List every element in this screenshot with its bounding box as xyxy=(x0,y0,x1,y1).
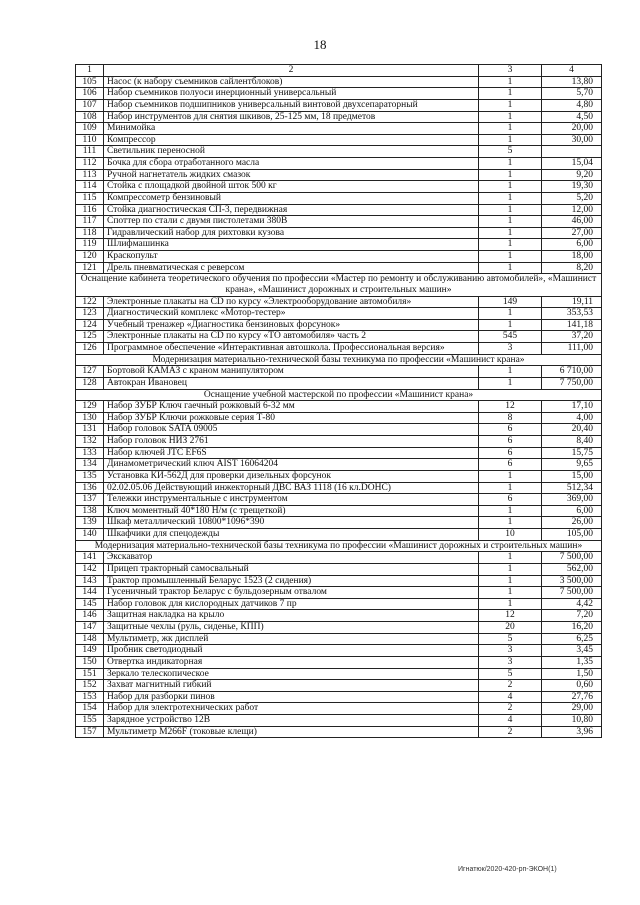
table-row xyxy=(76,645,602,657)
item-quantity: 5 xyxy=(479,668,542,680)
table-row xyxy=(76,598,602,610)
item-price xyxy=(542,146,602,158)
row-number: 133 xyxy=(76,447,104,459)
item-quantity: 1 xyxy=(479,111,542,123)
table-row xyxy=(76,633,602,645)
item-quantity: 1 xyxy=(479,204,542,216)
table-row xyxy=(76,296,602,308)
table-row xyxy=(76,715,602,727)
row-number: 122 xyxy=(76,296,104,308)
section-title: Модернизация материально-технической базы техникума по профессии «Машинист дорожных и строительных машин» xyxy=(76,540,602,552)
item-price: 15,00 xyxy=(542,470,602,482)
item-quantity: 1 xyxy=(479,181,542,193)
table-row xyxy=(76,691,602,703)
item-price: 17,10 xyxy=(542,401,602,413)
item-price: 111,00 xyxy=(542,343,602,355)
row-number: 107 xyxy=(76,99,104,111)
table-row xyxy=(76,656,602,668)
item-name: Электронные плакаты на CD по курсу «Электрооборудование автомобиля» xyxy=(104,296,479,308)
item-name: Набор головок SATA 09005 xyxy=(104,424,479,436)
item-name: Динамометрический ключ AIST 16064204 xyxy=(104,459,479,471)
item-quantity: 4 xyxy=(479,691,542,703)
item-quantity: 1 xyxy=(479,575,542,587)
item-quantity: 6 xyxy=(479,424,542,436)
row-number: 146 xyxy=(76,610,104,622)
item-price: 29,00 xyxy=(542,703,602,715)
item-name: Тележки инструментальные с инструментом xyxy=(104,494,479,506)
item-price: 15,04 xyxy=(542,158,602,170)
table-row xyxy=(76,227,602,239)
table-row xyxy=(76,447,602,459)
item-name: Минимойка xyxy=(104,123,479,135)
item-price: 19,30 xyxy=(542,181,602,193)
item-quantity: 12 xyxy=(479,610,542,622)
item-quantity: 545 xyxy=(479,331,542,343)
item-quantity: 3 xyxy=(479,645,542,657)
item-price: 6,00 xyxy=(542,505,602,517)
table-row xyxy=(76,436,602,448)
row-number: 116 xyxy=(76,204,104,216)
row-number: 120 xyxy=(76,251,104,263)
item-name: Защитные чехлы (руль, сиденье, КПП) xyxy=(104,622,479,634)
item-price: 20,40 xyxy=(542,424,602,436)
item-name: Прицеп тракторный самосвальный xyxy=(104,563,479,575)
item-quantity: 3 xyxy=(479,656,542,668)
table-row xyxy=(76,99,602,111)
item-name: Гидравлический набор для рихтовки кузова xyxy=(104,227,479,239)
item-quantity: 12 xyxy=(479,401,542,413)
item-quantity: 1 xyxy=(479,134,542,146)
item-quantity: 5 xyxy=(479,146,542,158)
table-row xyxy=(76,703,602,715)
item-quantity: 1 xyxy=(479,169,542,181)
item-name: Диагностический комплекс «Мотор-тестер» xyxy=(104,308,479,320)
item-name: Мультиметр M266F (токовые клещи) xyxy=(104,726,479,738)
table-row xyxy=(76,262,602,274)
section-title: Оснащение кабинета теоретического обучения по профессии «Мастер по ремонту и обслуживанию автомобилей», «Машинист крана», «Машинист дорожных и строительных машин» xyxy=(76,274,602,296)
item-price: 18,00 xyxy=(542,251,602,263)
table-header-row xyxy=(76,65,602,77)
row-number: 141 xyxy=(76,552,104,564)
table-row xyxy=(76,146,602,158)
item-price: 4,42 xyxy=(542,598,602,610)
item-quantity: 1 xyxy=(479,598,542,610)
item-quantity: 1 xyxy=(479,482,542,494)
item-name: Насос (к набору съемников сайлентблоков) xyxy=(104,76,479,88)
row-number: 109 xyxy=(76,123,104,135)
table-row xyxy=(76,123,602,135)
item-price: 562,00 xyxy=(542,563,602,575)
item-price: 30,00 xyxy=(542,134,602,146)
document-footer-code: Игнатюк/2020-420-рп-ЭКОН(1) xyxy=(458,866,557,873)
item-name: Автокран Ивановец xyxy=(104,377,479,389)
table-row xyxy=(76,111,602,123)
item-quantity: 6 xyxy=(479,436,542,448)
item-price: 26,00 xyxy=(542,517,602,529)
item-name: Отвертка индикаторная xyxy=(104,656,479,668)
table-row xyxy=(76,610,602,622)
item-name: Установка КИ-562Д для проверки дизельных форсунок xyxy=(104,470,479,482)
table-row xyxy=(76,622,602,634)
item-price: 7 750,00 xyxy=(542,377,602,389)
table-row xyxy=(76,726,602,738)
row-number: 152 xyxy=(76,680,104,692)
item-name: 02.02.05.06 Действующий инжекторный ДВС ВАЗ 1118 (16 кл.DOHC) xyxy=(104,482,479,494)
row-number: 134 xyxy=(76,459,104,471)
item-name: Набор ЗУБР Ключи рожковые серия Т-80 xyxy=(104,412,479,424)
row-number: 112 xyxy=(76,158,104,170)
item-quantity: 1 xyxy=(479,76,542,88)
table-row xyxy=(76,331,602,343)
item-name: Набор съемников подшипников универсальный винтовой двухсепараторный xyxy=(104,99,479,111)
item-quantity: 5 xyxy=(479,633,542,645)
item-quantity: 1 xyxy=(479,505,542,517)
row-number: 106 xyxy=(76,88,104,100)
row-number: 154 xyxy=(76,703,104,715)
table-row xyxy=(76,680,602,692)
row-number: 140 xyxy=(76,529,104,541)
item-price: 9,65 xyxy=(542,459,602,471)
item-price: 5,70 xyxy=(542,88,602,100)
item-quantity: 6 xyxy=(479,447,542,459)
row-number: 155 xyxy=(76,715,104,727)
table-row xyxy=(76,319,602,331)
item-price: 4,00 xyxy=(542,412,602,424)
item-price: 8,40 xyxy=(542,436,602,448)
row-number: 114 xyxy=(76,181,104,193)
row-number: 137 xyxy=(76,494,104,506)
item-price: 37,20 xyxy=(542,331,602,343)
item-name: Набор головок НИЗ 2761 xyxy=(104,436,479,448)
item-quantity: 1 xyxy=(479,563,542,575)
table-row xyxy=(76,181,602,193)
row-number: 139 xyxy=(76,517,104,529)
table-row xyxy=(76,494,602,506)
row-number: 135 xyxy=(76,470,104,482)
row-number: 131 xyxy=(76,424,104,436)
row-number: 132 xyxy=(76,436,104,448)
item-name: Набор съемников полуоси инерционный универсальный xyxy=(104,88,479,100)
item-price: 4,80 xyxy=(542,99,602,111)
row-number: 129 xyxy=(76,401,104,413)
table-row xyxy=(76,134,602,146)
item-price: 105,00 xyxy=(542,529,602,541)
section-row xyxy=(76,389,602,401)
row-number: 144 xyxy=(76,587,104,599)
item-quantity: 1 xyxy=(479,123,542,135)
table-row xyxy=(76,412,602,424)
item-name: Светильник переносной xyxy=(104,146,479,158)
row-number: 142 xyxy=(76,563,104,575)
item-quantity: 6 xyxy=(479,494,542,506)
table-row xyxy=(76,158,602,170)
item-price: 369,00 xyxy=(542,494,602,506)
item-price: 0,60 xyxy=(542,680,602,692)
item-name: Набор для электротехнических работ xyxy=(104,703,479,715)
item-name: Учебный тренажер «Диагностика бензиновых форсунок» xyxy=(104,319,479,331)
item-name: Бортовой КАМАЗ с краном манипулятором xyxy=(104,366,479,378)
item-quantity: 1 xyxy=(479,192,542,204)
item-quantity: 2 xyxy=(479,703,542,715)
header-col-3: 3 xyxy=(479,65,542,77)
item-quantity: 1 xyxy=(479,239,542,251)
item-name: Шлифмашинка xyxy=(104,239,479,251)
item-quantity: 10 xyxy=(479,529,542,541)
header-col-4: 4 xyxy=(542,65,602,77)
table-row xyxy=(76,169,602,181)
table-row xyxy=(76,239,602,251)
equipment-table xyxy=(75,64,602,738)
item-quantity: 1 xyxy=(479,319,542,331)
row-number: 147 xyxy=(76,622,104,634)
table-row xyxy=(76,517,602,529)
item-quantity: 149 xyxy=(479,296,542,308)
row-number: 151 xyxy=(76,668,104,680)
item-price: 7 500,00 xyxy=(542,587,602,599)
item-price: 512,34 xyxy=(542,482,602,494)
item-price: 3,96 xyxy=(542,726,602,738)
item-price: 7,20 xyxy=(542,610,602,622)
item-quantity: 1 xyxy=(479,158,542,170)
row-number: 105 xyxy=(76,76,104,88)
item-quantity: 4 xyxy=(479,715,542,727)
item-price: 3,45 xyxy=(542,645,602,657)
item-price: 3 500,00 xyxy=(542,575,602,587)
item-quantity: 20 xyxy=(479,622,542,634)
row-number: 126 xyxy=(76,343,104,355)
table-row xyxy=(76,204,602,216)
table-row xyxy=(76,668,602,680)
table-row xyxy=(76,505,602,517)
item-quantity: 2 xyxy=(479,680,542,692)
item-price: 20,00 xyxy=(542,123,602,135)
item-quantity: 1 xyxy=(479,99,542,111)
item-name: Защитная накладка на крыло xyxy=(104,610,479,622)
section-title: Оснащение учебной мастерской по профессии «Машинист крана» xyxy=(76,389,602,401)
row-number: 118 xyxy=(76,227,104,239)
item-price: 27,00 xyxy=(542,227,602,239)
item-name: Шкаф металлический 10800*1096*390 xyxy=(104,517,479,529)
row-number: 148 xyxy=(76,633,104,645)
item-quantity: 1 xyxy=(479,227,542,239)
item-price: 19,11 xyxy=(542,296,602,308)
item-price: 7 500,00 xyxy=(542,552,602,564)
table-row xyxy=(76,401,602,413)
item-quantity: 2 xyxy=(479,726,542,738)
table-row xyxy=(76,192,602,204)
row-number: 136 xyxy=(76,482,104,494)
item-quantity: 6 xyxy=(479,459,542,471)
item-price: 15,75 xyxy=(542,447,602,459)
item-price: 4,50 xyxy=(542,111,602,123)
item-name: Трактор промышленный Беларус 1523 (2 сидения) xyxy=(104,575,479,587)
table-row xyxy=(76,216,602,228)
row-number: 121 xyxy=(76,262,104,274)
table-row xyxy=(76,343,602,355)
item-name: Гусеничный трактор Беларус с бульдозерным отвалом xyxy=(104,587,479,599)
item-name: Ключ моментный 40*180 Н/м (с трещеткой) xyxy=(104,505,479,517)
item-name: Программное обеспечение «Интерактивная автошкола. Профессиональная версия» xyxy=(104,343,479,355)
item-name: Ручной нагнетатель жидких смазок xyxy=(104,169,479,181)
row-number: 145 xyxy=(76,598,104,610)
table-row xyxy=(76,251,602,263)
table-row xyxy=(76,563,602,575)
item-price: 353,53 xyxy=(542,308,602,320)
item-price: 46,00 xyxy=(542,216,602,228)
item-price: 141,18 xyxy=(542,319,602,331)
item-name: Зеркало телескопическое xyxy=(104,668,479,680)
item-quantity: 1 xyxy=(479,552,542,564)
row-number: 157 xyxy=(76,726,104,738)
item-price: 6,00 xyxy=(542,239,602,251)
item-quantity: 1 xyxy=(479,308,542,320)
table-row xyxy=(76,529,602,541)
item-quantity: 1 xyxy=(479,470,542,482)
item-price: 1,50 xyxy=(542,668,602,680)
item-name: Электронные плакаты на CD по курсу «ТО автомобиля» часть 2 xyxy=(104,331,479,343)
row-number: 150 xyxy=(76,656,104,668)
item-name: Краскопульт xyxy=(104,251,479,263)
row-number: 143 xyxy=(76,575,104,587)
row-number: 127 xyxy=(76,366,104,378)
table-row xyxy=(76,482,602,494)
row-number: 153 xyxy=(76,691,104,703)
row-number: 149 xyxy=(76,645,104,657)
item-name: Дрель пневматическая с реверсом xyxy=(104,262,479,274)
table-row xyxy=(76,76,602,88)
section-title: Модернизация материально-технической базы техникума по профессии «Машинист крана» xyxy=(76,354,602,366)
item-price: 10,80 xyxy=(542,715,602,727)
item-name: Стойка с площадкой двойной шток 500 кг xyxy=(104,181,479,193)
item-quantity: 1 xyxy=(479,377,542,389)
item-name: Зарядное устройство 12В xyxy=(104,715,479,727)
item-name: Набор головок для кислородных датчиков 7 пр xyxy=(104,598,479,610)
row-number: 138 xyxy=(76,505,104,517)
row-number: 130 xyxy=(76,412,104,424)
row-number: 124 xyxy=(76,319,104,331)
row-number: 123 xyxy=(76,308,104,320)
item-quantity: 3 xyxy=(479,343,542,355)
item-quantity: 1 xyxy=(479,251,542,263)
item-name: Стойка диагностическая СП-3, передвижная xyxy=(104,204,479,216)
item-quantity: 1 xyxy=(479,216,542,228)
item-name: Набор ЗУБР Ключ гаечный рожковый 6-32 мм xyxy=(104,401,479,413)
item-name: Набор ключей JTC EF6S xyxy=(104,447,479,459)
item-quantity: 1 xyxy=(479,366,542,378)
table-row xyxy=(76,459,602,471)
section-row xyxy=(76,274,602,296)
item-name: Споттер по стали с двумя пистолетами 380В xyxy=(104,216,479,228)
row-number: 119 xyxy=(76,239,104,251)
item-name: Набор инструментов для снятия шкивов, 25-125 мм, 18 предметов xyxy=(104,111,479,123)
item-price: 12,00 xyxy=(542,204,602,216)
item-price: 16,20 xyxy=(542,622,602,634)
item-name: Компрессометр бензиновый xyxy=(104,192,479,204)
item-quantity: 8 xyxy=(479,412,542,424)
item-name: Компрессор xyxy=(104,134,479,146)
table-row xyxy=(76,366,602,378)
page-number: 18 xyxy=(313,37,327,52)
item-price: 13,80 xyxy=(542,76,602,88)
item-quantity: 1 xyxy=(479,517,542,529)
item-price: 1,35 xyxy=(542,656,602,668)
item-quantity: 1 xyxy=(479,587,542,599)
section-row xyxy=(76,354,602,366)
item-price: 5,20 xyxy=(542,192,602,204)
table-row xyxy=(76,587,602,599)
table-row xyxy=(76,575,602,587)
table-row xyxy=(76,377,602,389)
row-number: 125 xyxy=(76,331,104,343)
row-number: 110 xyxy=(76,134,104,146)
item-name: Экскаватор xyxy=(104,552,479,564)
table-row xyxy=(76,470,602,482)
section-row xyxy=(76,540,602,552)
row-number: 128 xyxy=(76,377,104,389)
item-quantity: 1 xyxy=(479,88,542,100)
table-row xyxy=(76,552,602,564)
item-price: 6 710,00 xyxy=(542,366,602,378)
item-price: 9,20 xyxy=(542,169,602,181)
item-name: Набор для разборки пинов xyxy=(104,691,479,703)
item-name: Шкафчики для спецодежды xyxy=(104,529,479,541)
item-name: Мультиметр, жк дисплей xyxy=(104,633,479,645)
header-col-2: 2 xyxy=(104,65,479,77)
item-quantity: 1 xyxy=(479,262,542,274)
item-price: 27,76 xyxy=(542,691,602,703)
row-number: 108 xyxy=(76,111,104,123)
row-number: 113 xyxy=(76,169,104,181)
item-price: 6,25 xyxy=(542,633,602,645)
row-number: 117 xyxy=(76,216,104,228)
item-name: Захват магнитный гибкий xyxy=(104,680,479,692)
table-row xyxy=(76,308,602,320)
row-number: 115 xyxy=(76,192,104,204)
item-name: Бочка для сбора отработанного масла xyxy=(104,158,479,170)
row-number: 111 xyxy=(76,146,104,158)
table-row xyxy=(76,88,602,100)
item-name: Пробник светодиодный xyxy=(104,645,479,657)
table-row xyxy=(76,424,602,436)
header-col-1: 1 xyxy=(76,65,104,77)
item-price: 8,20 xyxy=(542,262,602,274)
